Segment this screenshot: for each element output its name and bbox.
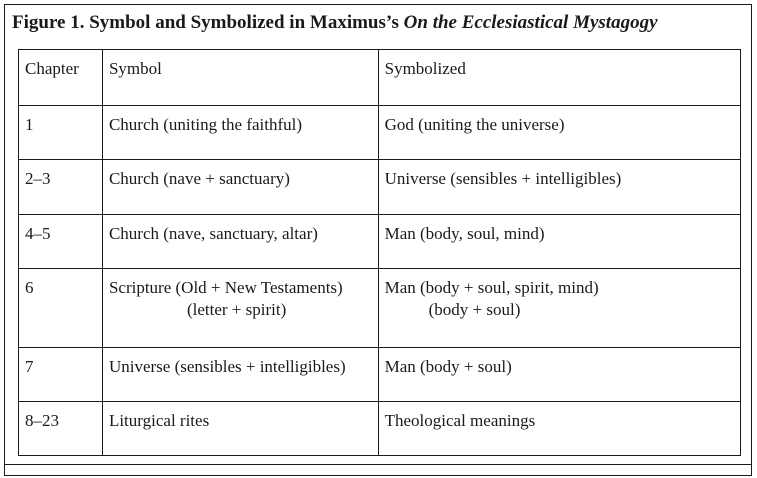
header-symbol: Symbol <box>102 50 378 106</box>
cell-symbolized: God (uniting the universe) <box>378 106 740 160</box>
cell-chapter: 7 <box>19 348 103 402</box>
figure-bottom-rule <box>4 464 752 465</box>
cell-symbolized: Universe (sensibles + intelligibles) <box>378 160 740 215</box>
cell-symbol: Church (nave + sanctuary) <box>102 160 378 215</box>
cell-chapter: 1 <box>19 106 103 160</box>
figure-title <box>12 12 658 34</box>
cell-symbol: Universe (sensibles + intelligibles) <box>102 348 378 402</box>
header-chapter: Chapter <box>19 50 103 106</box>
cell-chapter: 8–23 <box>19 402 103 456</box>
table-row <box>19 269 741 348</box>
table-row <box>19 160 741 215</box>
cell-symbol: Church (uniting the faithful) <box>102 106 378 160</box>
table-row <box>19 402 741 456</box>
header-symbolized: Symbolized <box>378 50 740 106</box>
cell-symbol: Liturgical rites <box>102 402 378 456</box>
figure-italic-title: On the Ecclesiastical Mystagogy <box>403 12 658 33</box>
cell-chapter: 6 <box>19 269 103 348</box>
cell-chapter: 2–3 <box>19 160 103 215</box>
cell-symbol <box>102 269 378 348</box>
cell-symbolized: Man (body, soul, mind) <box>378 215 740 269</box>
table-header-row <box>19 50 741 106</box>
table-row <box>19 106 741 160</box>
cell-symbolized <box>378 269 740 348</box>
cell-symbol-line1: Scripture (Old + New Testaments) <box>108 278 343 297</box>
cell-symbol-line2: (letter + spirit) <box>186 300 287 319</box>
symbol-table <box>18 49 741 456</box>
figure-label: Figure 1. Symbol and Symbolized in Maximus’s <box>12 12 404 33</box>
cell-symbol: Church (nave, sanctuary, altar) <box>102 215 378 269</box>
cell-symbolized-line2: (body + soul) <box>428 300 521 319</box>
cell-chapter: 4–5 <box>19 215 103 269</box>
cell-symbolized: Theological meanings <box>378 402 740 456</box>
table-row <box>19 215 741 269</box>
cell-symbolized: Man (body + soul) <box>378 348 740 402</box>
table-row <box>19 348 741 402</box>
cell-symbolized-line1: Man (body + soul, spirit, mind) <box>384 278 599 297</box>
